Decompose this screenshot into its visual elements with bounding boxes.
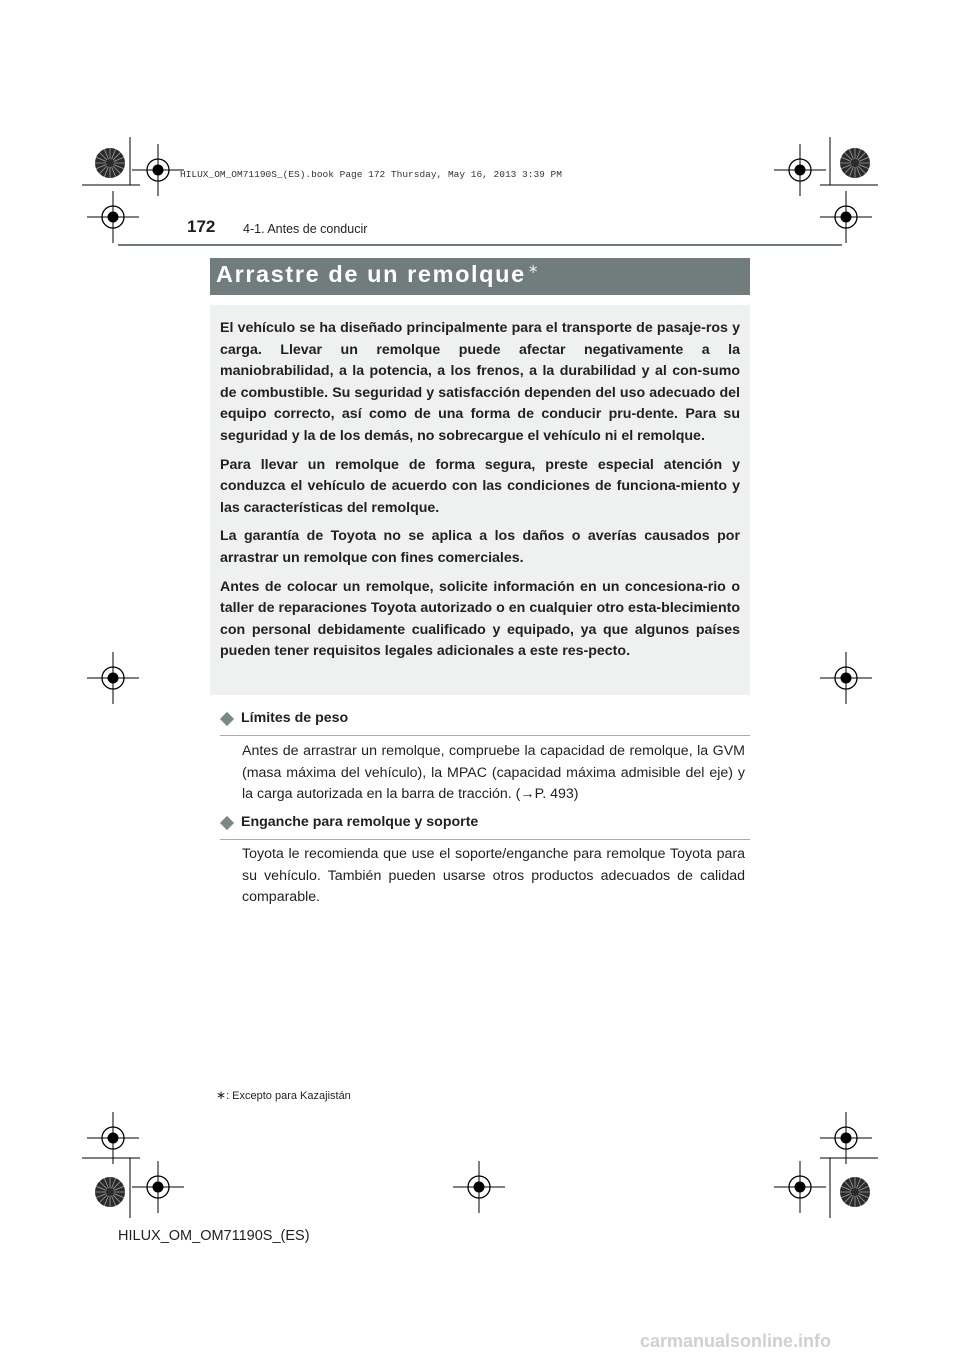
page-number: 172	[187, 217, 216, 236]
page-title-text: Arrastre de un remolque	[216, 261, 526, 287]
watermark: carmanualsonline.info	[640, 1331, 832, 1351]
header-rule	[118, 244, 842, 246]
footnote-text: : Excepto para Kazajistán	[226, 1090, 351, 1102]
intro-paragraph: Para llevar un remolque de forma segura, preste especial atención y conduzca el vehículo de acuerdo con las condiciones de funciona-miento y las características del remolque.	[220, 456, 740, 516]
intro-box	[210, 305, 750, 695]
footnote	[216, 1088, 351, 1102]
diamond-bullet-icon	[220, 712, 234, 726]
intro-paragraph: Antes de colocar un remolque, solicite información en un concesiona-rio o taller de reparaciones Toyota autorizado o en cualquier otro esta-blecimiento con personal debidamente cualificado y equipado, ya que algunos países pueden tener requisitos legales adicionales a este res-pecto.	[220, 578, 740, 660]
intro-content	[220, 318, 740, 670]
asterisk-icon: ∗	[527, 261, 541, 277]
asterisk-icon: ∗	[216, 1088, 227, 1102]
subheading-hitch	[220, 815, 750, 840]
body-paragraph-hitch: Toyota le recomienda que use el soporte/enganche para remolque Toyota para su vehículo. También pueden usarse otros productos adecuados de calidad comparable.	[242, 846, 745, 906]
body-paragraph-weight-limits: Antes de arrastrar un remolque, compruebe la capacidad de remolque, la GVM (masa máxima del vehículo), la MPAC (capacidad máxima admisible del eje) y la carga autorizada en la barra de tracción. (→P. 493)	[242, 743, 745, 803]
page-title	[216, 261, 540, 288]
diamond-bullet-icon	[220, 816, 234, 830]
subheading-text: Enganche para remolque y soporte	[241, 814, 479, 830]
print-job-header: HILUX_OM_OM71190S_(ES).book Page 172 Thursday, May 16, 2013 3:39 PM	[180, 169, 562, 180]
intro-paragraph: La garantía de Toyota no se aplica a los daños o averías causados por arrastrar un remolque con fines comerciales.	[220, 528, 740, 566]
intro-paragraph: El vehículo se ha diseñado principalmente para el transporte de pasaje-ros y carga. Llevar un remolque puede afectar negativamente a la maniobrabilidad, a la potencia, a los frenos, a la durabilidad y al con-sumo de combustible. Su seguridad y satisfacción dependen del uso adecuado del equipo correcto, así como de una forma de conducir pru-dente. Para su seguridad y la de los demás, no sobrecargue el vehículo ni el remolque.	[220, 320, 740, 444]
subheading-text: Límites de peso	[241, 710, 349, 726]
model-code: HILUX_OM_OM71190S_(ES)	[118, 1228, 310, 1244]
section-label: 4-1. Antes de conducir	[243, 222, 368, 236]
subheading-weight-limits	[220, 711, 750, 736]
